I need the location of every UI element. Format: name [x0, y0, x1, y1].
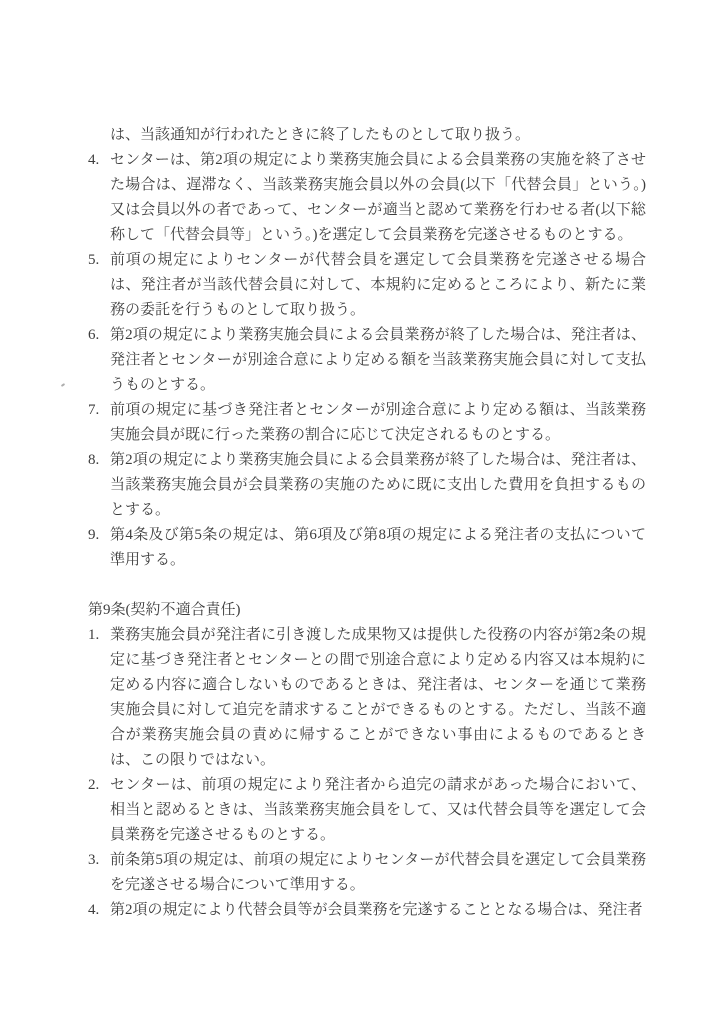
clause-item-6	[88, 323, 646, 398]
clause-number: 2.	[88, 777, 100, 793]
clause-text: センターは、前項の規定により発注者から追完の請求があった場合において、相当と認めるときは、当該業務実施会員をして、又は代替会員等を選定して会員業務を完遂させるものとする。	[110, 777, 646, 843]
clause-text: 前条第5項の規定は、前項の規定によりセンターが代替会員を選定して会員業務を完遂させる場合について準用する。	[110, 852, 646, 893]
clause-text: 第2項の規定により代替会員等が会員業務を完遂することとなる場合は、発注者	[110, 902, 643, 918]
clause-number: 5.	[88, 252, 100, 268]
clause-item-8	[88, 448, 646, 523]
article9-item-2	[88, 773, 646, 848]
clause-number: 6.	[88, 327, 100, 343]
article9-item-1	[88, 623, 646, 773]
article9-item-4	[88, 898, 646, 923]
clause-text: 第2項の規定により業務実施会員による会員業務が終了した場合は、発注者は、発注者とセンターが別途合意により定める額を当該業務実施会員に対して支払うものとする。	[110, 327, 646, 393]
clause-number: 4.	[88, 152, 100, 168]
clause-text: 前項の規定によりセンターが代替会員を選定して会員業務を完遂させる場合は、発注者が当該代替会員に対して、本規約に定めるところにより、新たに業務の委託を行うものとして取り扱う。	[110, 252, 646, 318]
contract-text-block	[88, 123, 646, 923]
clause-continuation	[88, 123, 646, 148]
clause-text: 第2項の規定により業務実施会員による会員業務が終了した場合は、発注者は、当該業務実施会員が会員業務の実施のために既に支出した費用を負担するものとする。	[110, 452, 646, 518]
article9-heading: 第9条(契約不適合責任)	[88, 602, 241, 618]
clause-text: は、当該通知が行われたときに終了したものとして取り扱う。	[110, 127, 531, 143]
clause-number: 4.	[88, 902, 100, 918]
clause-item-5	[88, 248, 646, 323]
clause-item-9	[88, 523, 646, 573]
clause-number: 9.	[88, 527, 100, 543]
clause-number: 8.	[88, 452, 100, 468]
clause-number	[88, 123, 110, 148]
clause-number: 3.	[88, 852, 100, 868]
clause-text: 前項の規定に基づき発注者とセンターが別途合意により定める額は、当該業務実施会員が既に行った業務の割合に応じて決定されるものとする。	[110, 402, 646, 443]
article9-item-3	[88, 848, 646, 898]
clause-number: 1.	[88, 627, 100, 643]
clause-text: センターは、第2項の規定により業務実施会員による会員業務の実施を終了させた場合は、遅滞なく、当該業務実施会員以外の会員(以下「代替会員」という。)又は会員以外の者であって、センターが適当と認めて業務を行わせる者(以下総称して「代替会員等」という。)を選定して会員業務を完遂させるものとする。	[110, 152, 646, 243]
clause-text: 第4条及び第5条の規定は、第6項及び第8項の規定による発注者の支払について準用する。	[110, 527, 646, 568]
clause-text: 業務実施会員が発注者に引き渡した成果物又は提供した役務の内容が第2条の規定に基づき発注者とセンターとの間で別途合意により定める内容又は本規約に定める内容に適合しないものであるときは、発注者は、センターを通じて業務実施会員に対して追完を請求することができるものとする。ただし、当該不適合が業務実施会員の責めに帰することができない事由によるものであるときは、この限りではない。	[110, 627, 646, 768]
clause-number: 7.	[88, 402, 100, 418]
scan-artifact-dot	[61, 383, 65, 387]
clause-item-4	[88, 148, 646, 248]
clause-item-7	[88, 398, 646, 448]
